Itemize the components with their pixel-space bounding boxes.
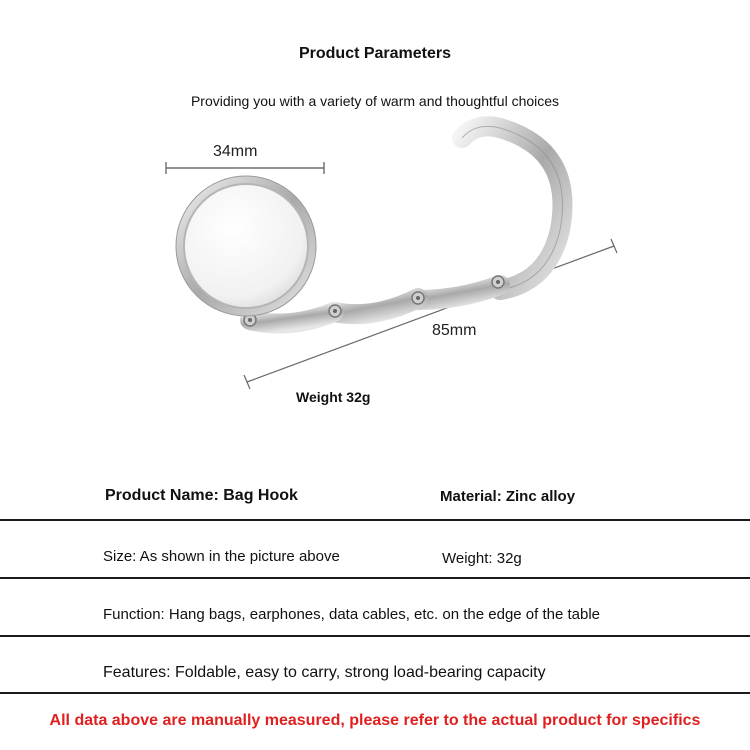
length-label: 85mm [432, 322, 477, 339]
divider [0, 635, 750, 637]
diameter-label: 34mm [213, 143, 258, 160]
hook-arc [462, 126, 563, 290]
page-title: Product Parameters [298, 45, 452, 62]
spec-size: Size: As shown in the picture above [103, 548, 340, 565]
spec-product-name: Product Name: Bag Hook [105, 487, 298, 504]
weight-caption: Weight 32g [296, 389, 371, 405]
disclaimer-text: All data above are manually measured, please refer to the actual product for specifics [49, 712, 701, 729]
diameter-dimension-line [166, 162, 324, 174]
spec-features: Features: Foldable, easy to carry, strong load-bearing capacity [103, 664, 546, 681]
divider [0, 577, 750, 579]
divider [0, 692, 750, 694]
spec-material: Material: Zinc alloy [440, 488, 576, 505]
divider [0, 519, 750, 521]
spec-function: Function: Hang bags, earphones, data cables, etc. on the edge of the table [103, 606, 601, 623]
round-disc [176, 176, 316, 316]
spec-weight: Weight: 32g [442, 550, 522, 567]
page-subtitle: Providing you with a variety of warm and thoughtful choices [190, 93, 560, 109]
